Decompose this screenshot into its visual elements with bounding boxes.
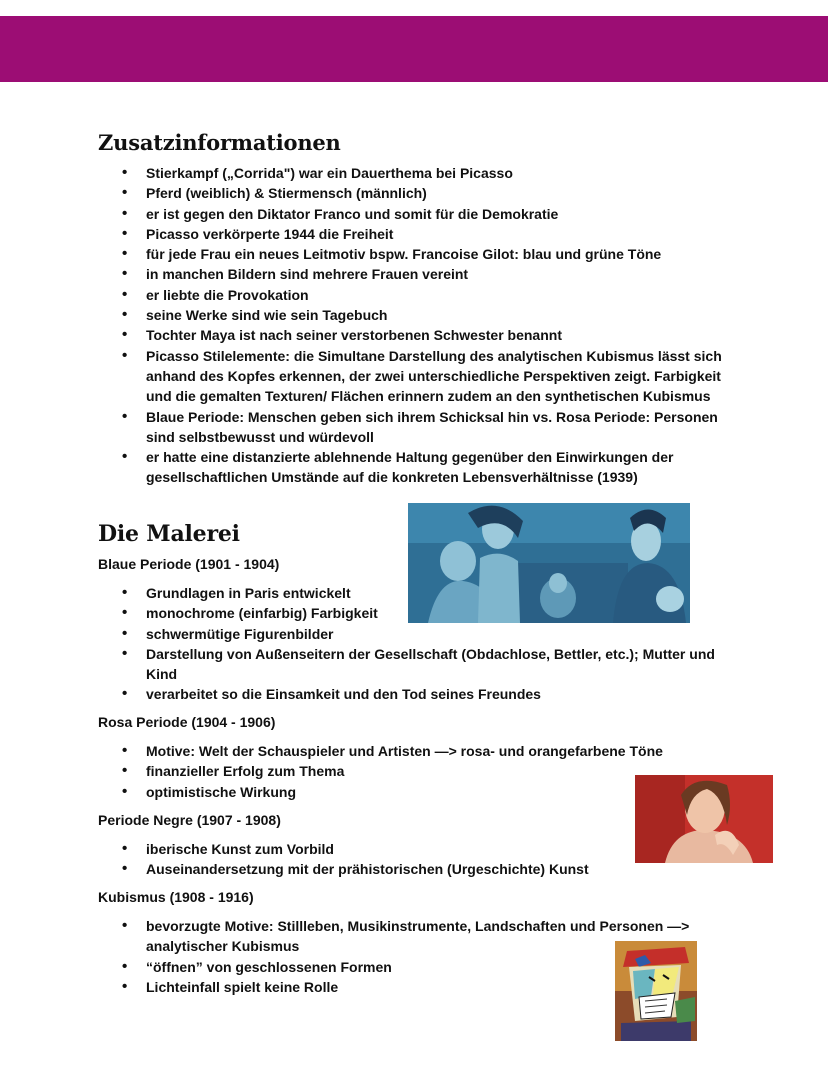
list-item: • finanzieller Erfolg zum Thema (98, 761, 736, 781)
list-item: • monochrome (einfarbig) Farbigkeit (98, 603, 736, 623)
malerei-heading: Die Malerei (98, 521, 240, 547)
blue-period-list (98, 583, 736, 705)
list-item: • Lichteinfall spielt keine Rolle (98, 977, 736, 997)
list-item: • bevorzugte Motive: Stillleben, Musikinstrumente, Landschaften und Personen —> analytischer Kubismus (98, 916, 726, 957)
zusatz-heading: Zusatzinformationen (98, 130, 341, 155)
blue-period-title: Blaue Periode (1901 - 1904) (98, 556, 280, 572)
list-item: • Auseinandersetzung mit der prähistorischen (Urgeschichte) Kunst (98, 859, 736, 879)
list-item: • Picasso Stilelemente: die Simultane Darstellung des analytischen Kubismus lässt sich anhand des Kopfes erkennen, der zwei unterschiedliche Perspektiven zeigt. Farbigkeit und die gemalten Texturen/ Flächen erinnern zudem an den synthetischen Kubismus (98, 346, 736, 407)
list-item: • Blaue Periode: Menschen geben sich ihrem Schicksal hin vs. Rosa Periode: Personen sind selbstbewusst und würdevoll (98, 407, 736, 448)
list-item: • “öffnen” von geschlossenen Formen (98, 957, 736, 977)
list-item: • in manchen Bildern sind mehrere Frauen vereint (98, 264, 736, 284)
periode-negre-list (98, 839, 736, 880)
periode-negre-title: Periode Negre (1907 - 1908) (98, 812, 281, 828)
kubismus-title: Kubismus (1908 - 1916) (98, 889, 254, 905)
zusatz-list (98, 163, 736, 488)
list-item: • verarbeitet so die Einsamkeit und den Tod seines Freundes (98, 684, 736, 704)
list-item: • Picasso verkörperte 1944 die Freiheit (98, 224, 736, 244)
list-item: • er hatte eine distanzierte ablehnende Haltung gegenüber den Einwirkungen der gesellschaftlichen Umstände auf die konkreten Lebensverhältnisse (1939) (98, 447, 736, 488)
list-item: • Tochter Maya ist nach seiner verstorbenen Schwester benannt (98, 325, 736, 345)
cubism-painting (615, 941, 697, 1041)
list-item: • Grundlagen in Paris entwickelt (98, 583, 736, 603)
list-item: • er liebte die Provokation (98, 285, 736, 305)
header-banner (0, 16, 828, 82)
rose-period-title: Rosa Periode (1904 - 1906) (98, 714, 276, 730)
cubism-painting-art (615, 941, 697, 1041)
list-item: • für jede Frau ein neues Leitmotiv bspw. Francoise Gilot: blau und grüne Töne (98, 244, 736, 264)
list-item: • seine Werke sind wie sein Tagebuch (98, 305, 736, 325)
list-item: • iberische Kunst zum Vorbild (98, 839, 736, 859)
list-item: • er ist gegen den Diktator Franco und somit für die Demokratie (98, 204, 736, 224)
list-item: • Motive: Welt der Schauspieler und Artisten —> rosa- und orangefarbene Töne (98, 741, 736, 761)
list-item: • Darstellung von Außenseitern der Gesellschaft (Obdachlose, Bettler, etc.); Mutter und Kind (98, 644, 726, 685)
list-item: • Stierkampf („Corrida") war ein Dauerthema bei Picasso (98, 163, 736, 183)
list-item: • optimistische Wirkung (98, 782, 736, 802)
list-item: • Pferd (weiblich) & Stiermensch (männlich) (98, 183, 736, 203)
list-item: • schwermütige Figurenbilder (98, 624, 736, 644)
